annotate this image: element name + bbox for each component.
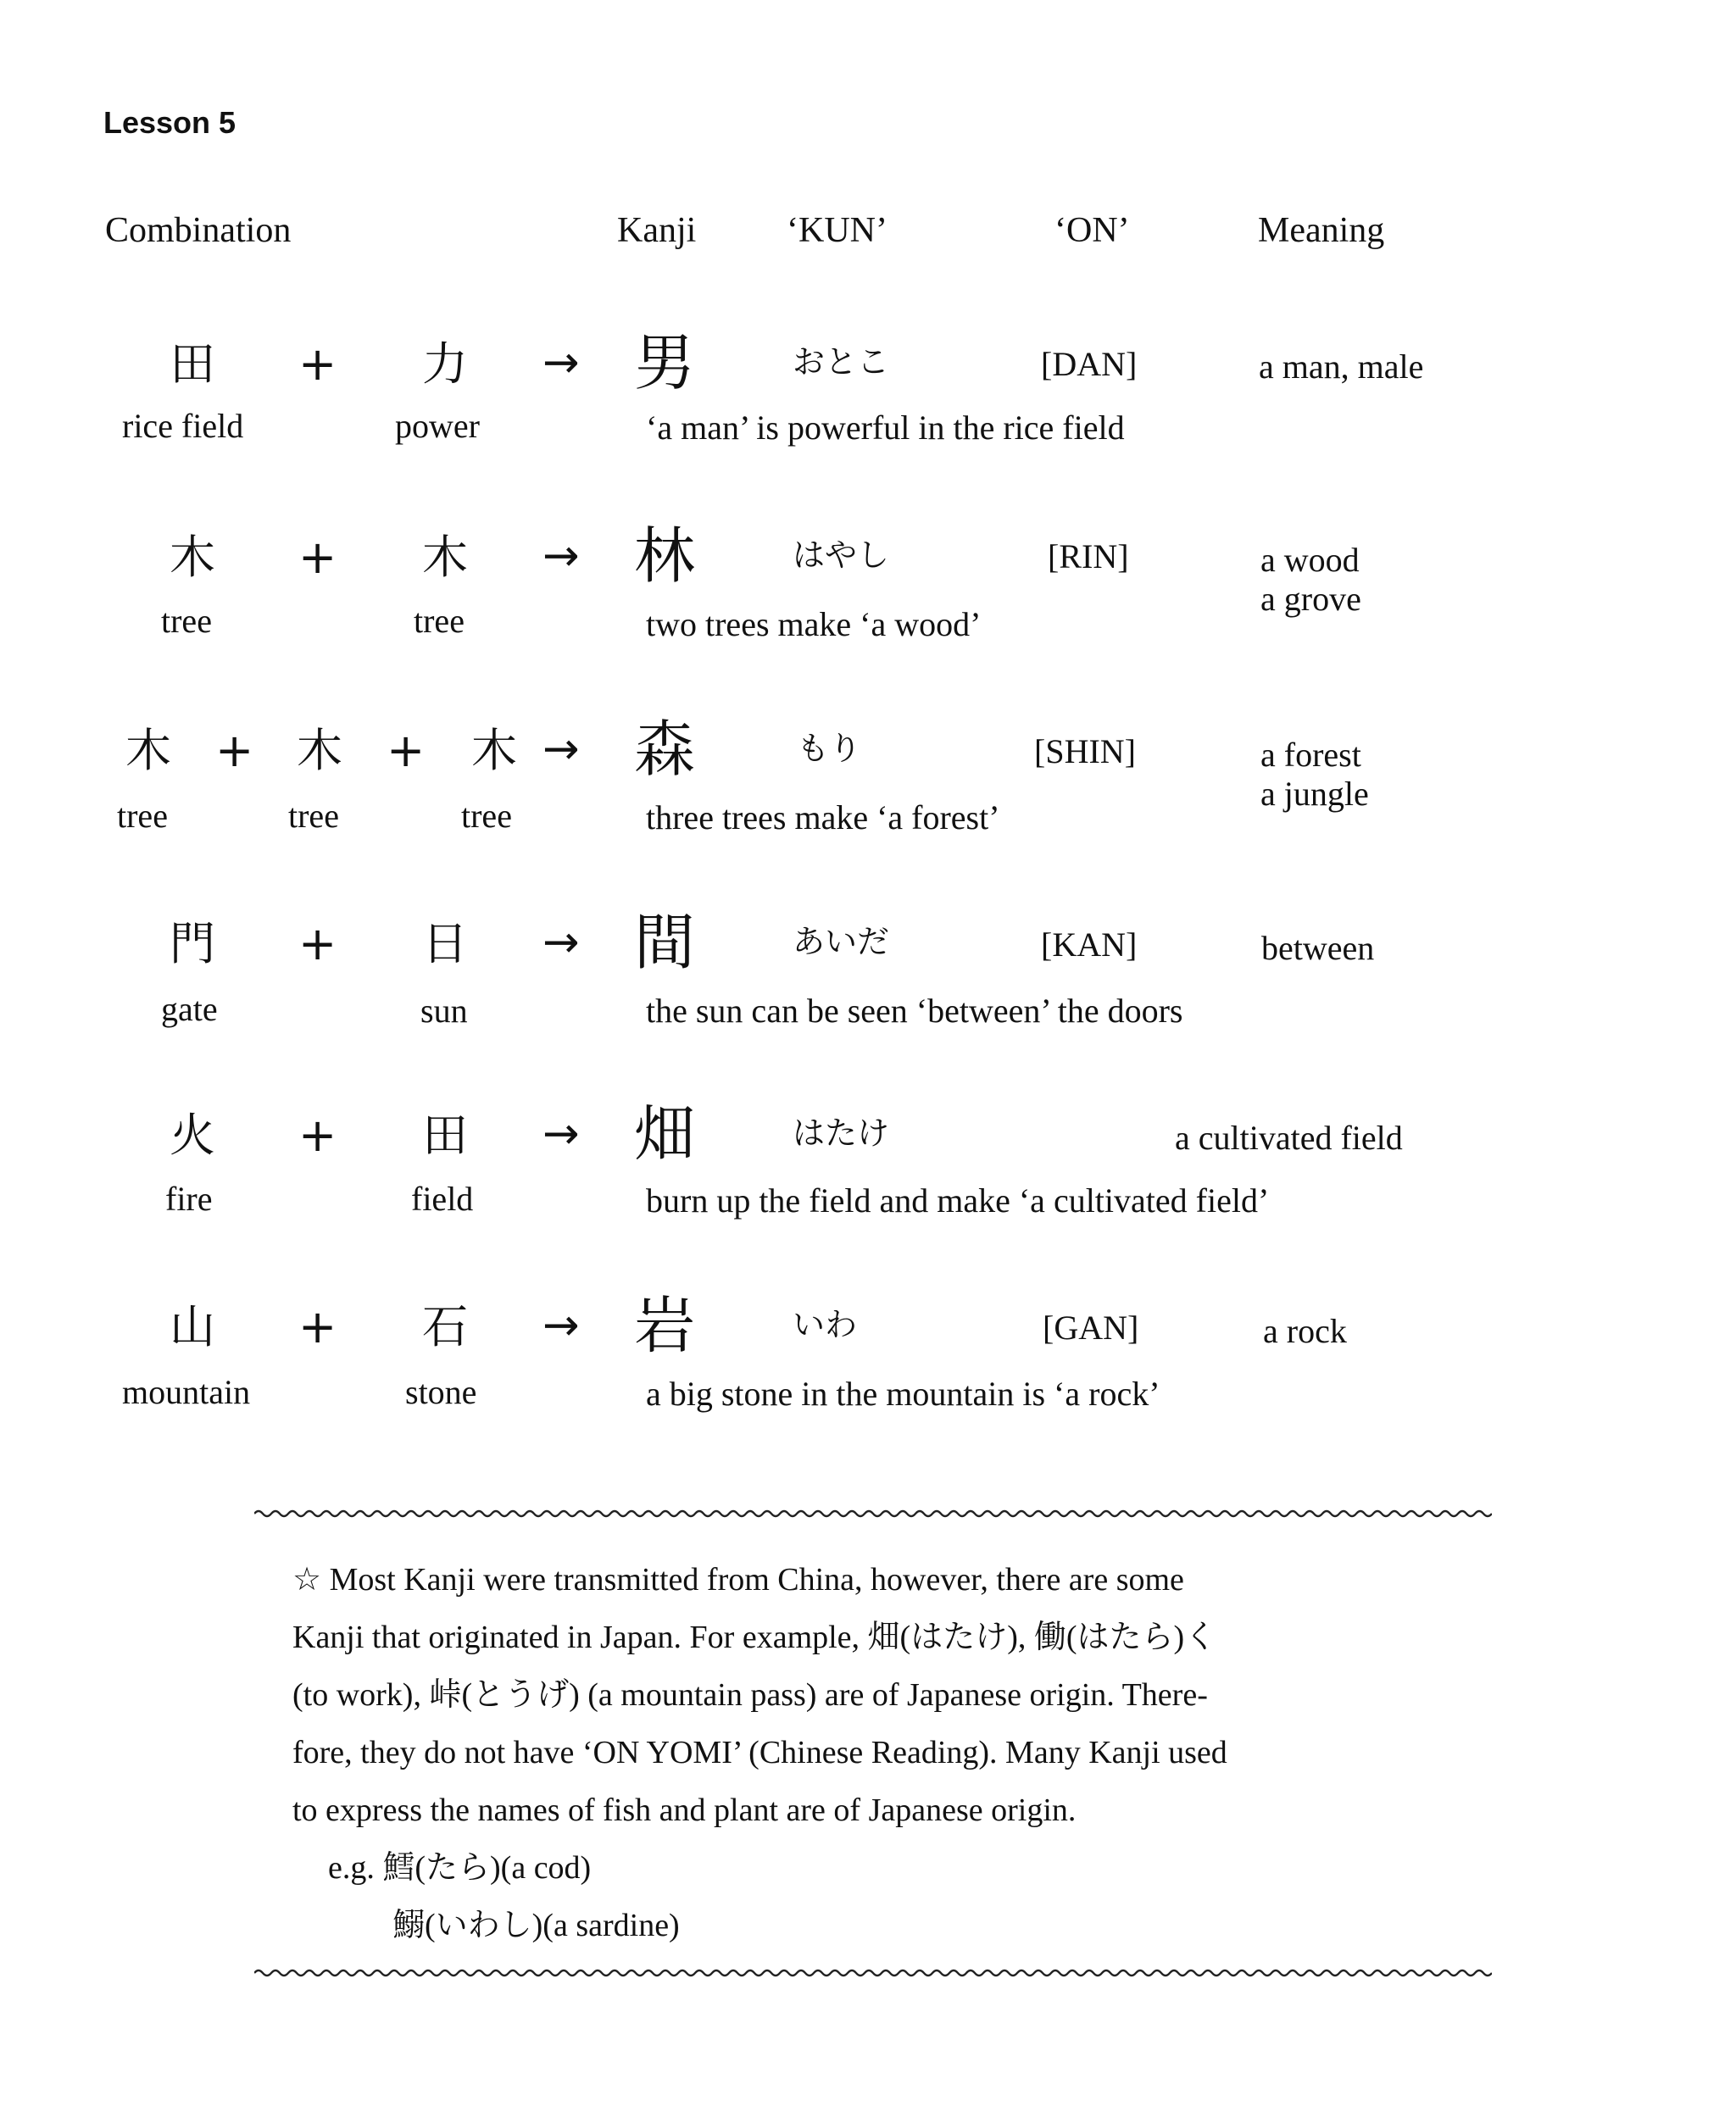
component-label: tree	[461, 797, 512, 835]
note-line: to express the names of fish and plant are of Japanese origin.	[292, 1792, 1077, 1828]
meaning-text: a forest	[1260, 736, 1361, 774]
plus-sign: +	[298, 917, 337, 970]
kanji-character: 畑	[634, 1098, 696, 1170]
kun-reading: もり	[797, 730, 862, 767]
component-label: stone	[405, 1373, 477, 1411]
component-label: tree	[414, 602, 465, 640]
kun-reading: あいだ	[793, 923, 890, 960]
meaning-text: a grove	[1260, 580, 1361, 618]
note-line: Kanji that originated in Japan. For example, 畑(はたけ), 働(はたら)く	[292, 1620, 1217, 1655]
kun-reading: はやし	[793, 536, 890, 574]
on-reading: [DAN]	[1041, 345, 1138, 383]
arrow-icon: →	[542, 337, 580, 388]
component-label: power	[395, 407, 480, 445]
note-line: fore, they do not have ‘ON YOMI’ (Chinese Reading). Many Kanji used	[292, 1735, 1227, 1770]
header-combination: Combination	[105, 211, 292, 250]
kanji-character: 男	[634, 327, 696, 398]
component-label: gate	[161, 990, 218, 1028]
arrow-icon: →	[542, 724, 580, 775]
explanation-text: ‘a man’ is powerful in the rice field	[646, 408, 1125, 447]
meaning-text: a jungle	[1260, 775, 1369, 813]
note-example: 鰯(いわし)(a sardine)	[392, 1908, 680, 1943]
arrow-icon: →	[542, 1109, 580, 1159]
kanji-character: 岩	[634, 1290, 696, 1361]
wavy-divider-bottom	[254, 1963, 1492, 1983]
component-label: tree	[117, 797, 168, 835]
plus-sign: +	[215, 724, 254, 777]
header-kun: ‘KUN’	[787, 211, 887, 250]
component-label: fire	[165, 1180, 213, 1218]
on-reading: [KAN]	[1041, 925, 1138, 964]
lesson-title: Lesson 5	[103, 105, 236, 140]
component-kanji: 木	[170, 531, 215, 584]
component-kanji: 山	[170, 1300, 215, 1353]
kun-reading: おとこ	[793, 343, 890, 381]
component-label: field	[411, 1180, 474, 1218]
plus-sign: +	[298, 1300, 337, 1353]
explanation-text: two trees make ‘a wood’	[646, 605, 982, 643]
component-label: tree	[288, 797, 339, 835]
meaning-text: a wood	[1260, 541, 1360, 579]
meaning-text: between	[1261, 929, 1375, 967]
explanation-text: a big stone in the mountain is ‘a rock’	[646, 1375, 1160, 1413]
component-kanji: 田	[170, 337, 215, 391]
component-label: rice field	[122, 407, 244, 445]
note-line: ☆ Most Kanji were transmitted from China, however, there are some	[292, 1562, 1184, 1598]
kun-reading: いわ	[793, 1306, 858, 1343]
meaning-text: a man, male	[1259, 347, 1424, 386]
header-meaning: Meaning	[1258, 211, 1385, 250]
kun-reading: はたけ	[793, 1114, 890, 1152]
plus-sign: +	[298, 337, 337, 391]
header-on: ‘ON’	[1054, 211, 1130, 250]
component-label: tree	[161, 602, 212, 640]
component-kanji: 木	[297, 724, 342, 777]
origin-note	[292, 1551, 1454, 1958]
component-kanji: 石	[422, 1300, 468, 1353]
arrow-icon: →	[542, 531, 580, 581]
note-line: (to work), 峠(とうげ) (a mountain pass) are of Japanese origin. There-	[292, 1677, 1208, 1713]
meaning-text: a cultivated field	[1175, 1119, 1403, 1157]
on-reading: [GAN]	[1043, 1309, 1139, 1347]
plus-sign: +	[387, 724, 426, 777]
explanation-text: burn up the field and make ‘a cultivated field’	[646, 1181, 1270, 1220]
component-kanji: 門	[170, 917, 215, 970]
plus-sign: +	[298, 531, 337, 584]
explanation-text: the sun can be seen ‘between’ the doors	[646, 992, 1183, 1030]
note-example: e.g. 鱈(たら)(a cod)	[328, 1850, 592, 1886]
meaning-text: a rock	[1263, 1312, 1347, 1350]
component-kanji: 木	[422, 531, 468, 584]
component-kanji: 木	[125, 724, 171, 777]
component-kanji: 力	[422, 337, 468, 391]
kanji-character: 間	[634, 907, 696, 978]
arrow-icon: →	[542, 917, 580, 968]
explanation-text: three trees make ‘a forest’	[646, 798, 1000, 836]
component-label: sun	[420, 992, 468, 1030]
component-kanji: 日	[422, 917, 468, 970]
component-kanji: 火	[170, 1109, 215, 1162]
kanji-character: 森	[634, 714, 696, 785]
on-reading: [SHIN]	[1034, 732, 1136, 770]
component-kanji: 田	[422, 1109, 468, 1162]
header-kanji: Kanji	[617, 211, 697, 250]
arrow-icon: →	[542, 1300, 580, 1351]
wavy-divider-top	[254, 1503, 1492, 1524]
component-label: mountain	[122, 1373, 251, 1411]
plus-sign: +	[298, 1109, 337, 1162]
component-kanji: 木	[471, 724, 517, 777]
kanji-character: 林	[634, 520, 696, 592]
on-reading: [RIN]	[1048, 537, 1129, 575]
